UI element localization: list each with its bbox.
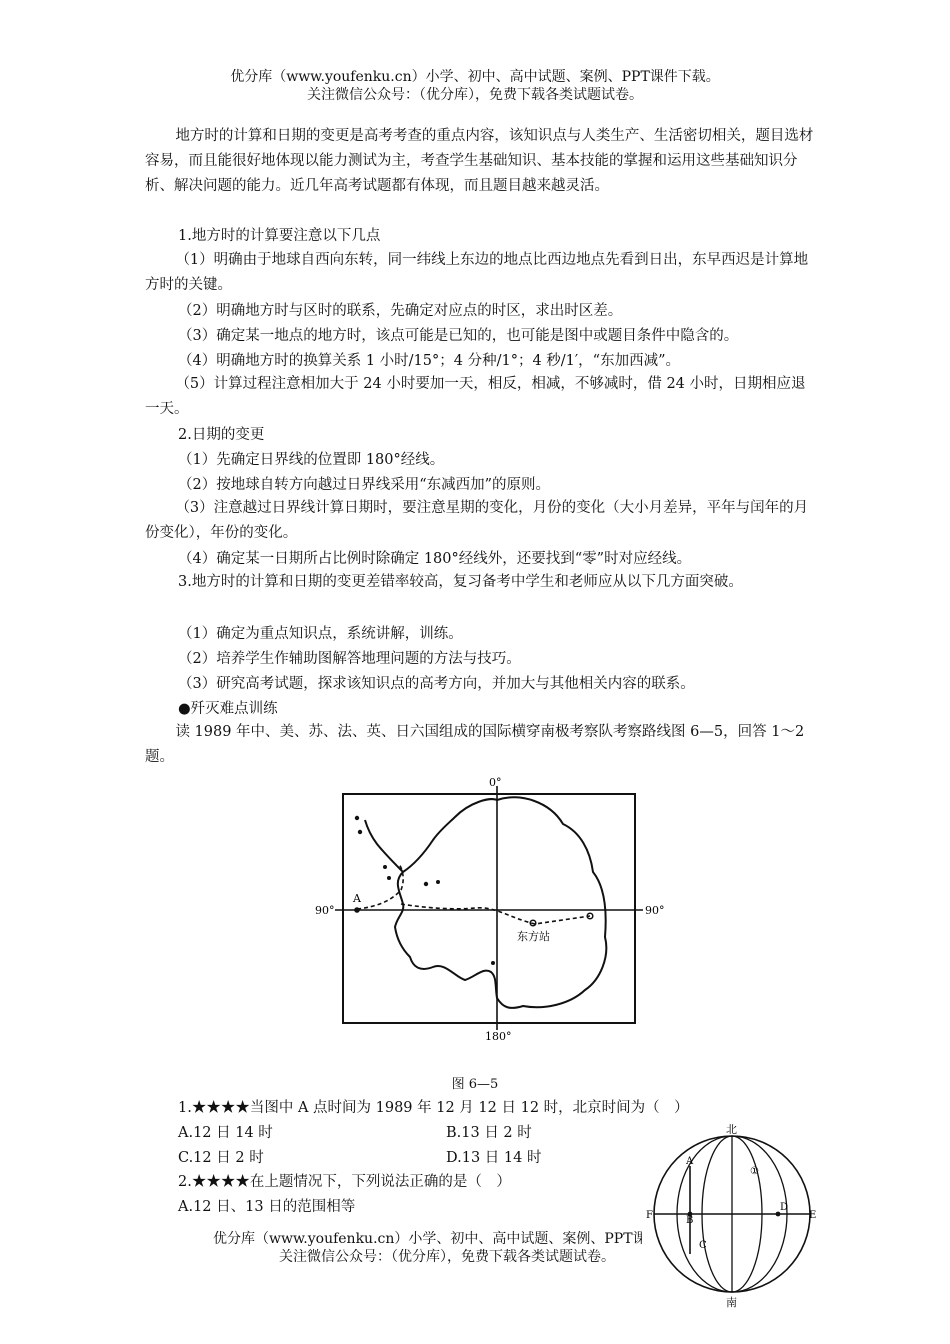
training-heading: ●歼灭难点训练 <box>178 701 278 717</box>
footer-line-2: 关注微信公众号：（优分库），免费下载各类试题试卷。 <box>279 1249 615 1265</box>
label-c: C <box>699 1240 707 1251</box>
island <box>358 830 362 834</box>
question-1-option-c[interactable]: C.12 日 2 时 <box>178 1150 264 1166</box>
section1-item-4: （4）明确地方时的换算关系 1 小时/15°；4 分种/1°；4 秒/1′，“东加西减”。 <box>178 353 681 369</box>
antarctica-route-map <box>305 772 675 1047</box>
section1-item-1: （1）明确由于地球自西向东转，同一纬线上东边的地点比西边地点先看到日出，东早西迟是计算地方时的关键。 <box>145 252 809 293</box>
label-north: 北 <box>726 1123 737 1136</box>
question-1-option-d[interactable]: D.13 日 14 时 <box>446 1150 542 1166</box>
expedition-route-west <box>357 864 403 909</box>
island <box>491 961 495 965</box>
island <box>436 880 440 884</box>
question-1-option-a[interactable]: A.12 日 14 时 <box>178 1125 273 1141</box>
label-e: E <box>809 1210 817 1221</box>
footer-line-1: 优分库（www.youfenku.cn）小学、初中、高中试题、案例、PPT课件下载。 <box>213 1231 703 1247</box>
header-line-2: 关注微信公众号：（优分库），免费下载各类试题试卷。 <box>307 87 643 103</box>
expedition-route-east <box>401 904 590 924</box>
island <box>424 882 428 886</box>
question-2-option-a[interactable]: A.12 日、13 日的范围相等 <box>178 1199 356 1215</box>
label-180: 180° <box>485 1030 512 1043</box>
label-vostok-station: 东方站 <box>517 930 550 943</box>
section3-item-1: （1）确定为重点知识点，系统讲解，训练。 <box>178 626 463 642</box>
island <box>383 865 387 869</box>
intro-paragraph: 地方时的计算和日期的变更是高考考查的重点内容，该知识点与人类生产、生活密切相关，题目选材容易，而且能很好地体现以能力测试为主，考查学生基础知识、基本技能的掌握和运用这些基础知识分析、解决问题的能力。近几年高考试题都有体现，而且题目越来越灵活。 <box>145 128 814 194</box>
point-a-marker <box>354 907 360 913</box>
island <box>355 816 359 820</box>
question-1-option-b[interactable]: B.13 日 2 时 <box>446 1125 532 1141</box>
section2-title: 2.日期的变更 <box>178 427 265 443</box>
map-frame <box>343 794 635 1023</box>
continent-outline <box>395 797 606 1008</box>
training-intro: 读 1989 年中、美、苏、法、英、日六国组成的国际横穿南极考察队考察路线图 6—5，回答 1～2 题。 <box>145 724 805 765</box>
label-point-a: A <box>353 892 361 905</box>
question-1-stem: 1.★★★★当图中 A 点时间为 1989 年 12 月 12 日 12 时，北京时间为（ ） <box>178 1100 689 1116</box>
label-0: 0° <box>489 776 502 789</box>
section2-item-1: （1）先确定日界线的位置即 180°经线。 <box>178 452 445 468</box>
section3-item-3: （3）研究高考试题，探求该知识点的高考方向，并加大与其他相关内容的联系。 <box>178 676 695 692</box>
island <box>387 876 391 880</box>
figure-caption: 图 6—5 <box>451 1077 499 1092</box>
question-2-stem: 2.★★★★在上题情况下，下列说法正确的是（ ） <box>178 1174 511 1190</box>
section1-title: 1.地方时的计算要注意以下几点 <box>178 228 381 244</box>
section3-title: 3.地方时的计算和日期的变更差错率较高，复习备考中学生和老师应从以下几方面突破。 <box>178 574 743 590</box>
section2-item-2: （2）按地球自转方向越过日界线采用“东减西加”的原则。 <box>178 477 551 493</box>
label-90-west: 90° <box>315 904 335 917</box>
section2-item-4: （4）确定某一日期所占比例时除确定 180°经线外，还要找到“零”时对应经线。 <box>178 551 692 567</box>
header-line-1: 优分库（www.youfenku.cn）小学、初中、高中试题、案例、PPT课件下载。 <box>230 69 720 85</box>
section2-item-3: （3）注意越过日界线计算日期时，要注意星期的变化，月份的变化（大小月差异，平年与闰年的月份变化），年份的变化。 <box>145 500 809 541</box>
peninsula-outline <box>365 820 403 872</box>
label-90-east: 90° <box>645 904 665 917</box>
label-south: 南 <box>726 1296 737 1309</box>
section3-item-2: （2）培养学生作辅助图解答地理问题的方法与技巧。 <box>178 651 521 667</box>
section1-item-5: （5）计算过程注意相加大于 24 小时要加一天，相反，相减，不够减时，借 24 小时，日期相应退一天。 <box>145 376 806 417</box>
section1-item-2: （2）明确地方时与区时的联系，先确定对应点的时区，求出时区差。 <box>178 303 623 319</box>
section1-item-3: （3）确定某一地点的地方时，该点可能是已知的，也可能是图中或题目条件中隐含的。 <box>178 328 739 344</box>
label-d: D <box>780 1202 789 1213</box>
label-f: F <box>646 1210 653 1221</box>
label-b: B <box>686 1215 694 1226</box>
label-a: A <box>686 1156 694 1167</box>
globe-diagram <box>642 1122 822 1344</box>
label-circle-1: ① <box>750 1166 759 1177</box>
